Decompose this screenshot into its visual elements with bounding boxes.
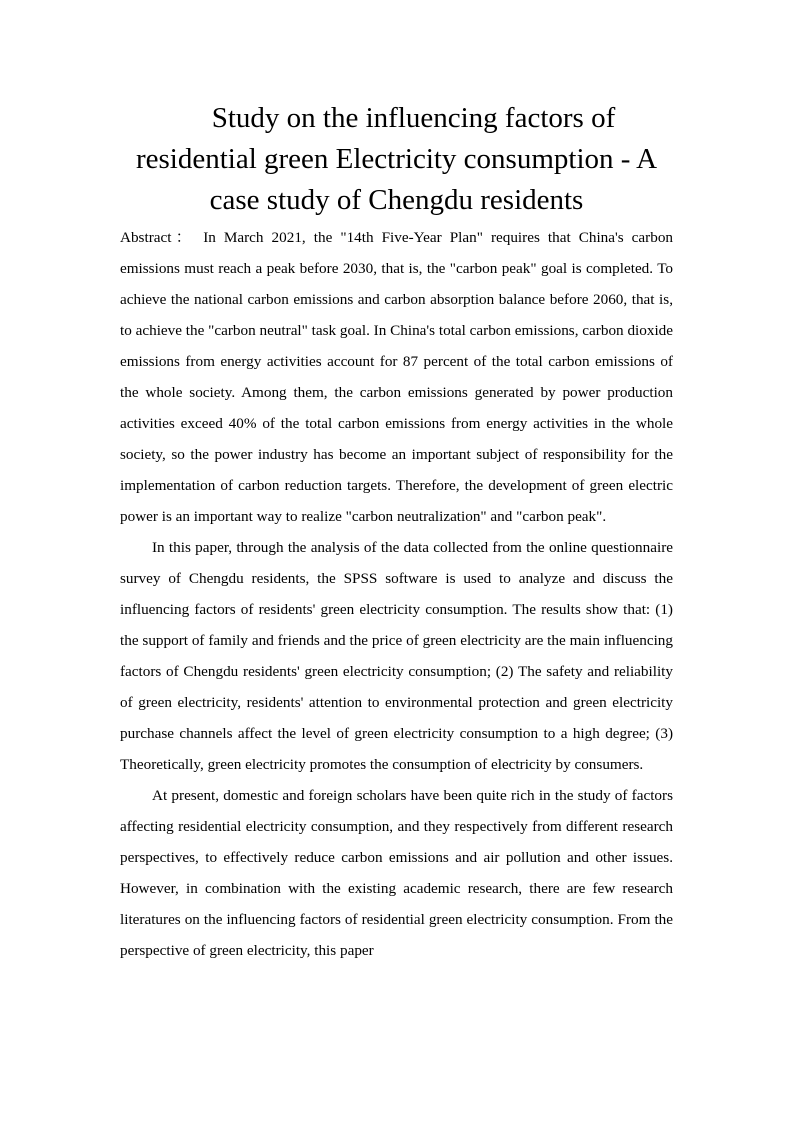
abstract-text: In March 2021, the "14th Five-Year Plan" requires that China's carbon emissions must reach a peak before 2030, that is, the "carbon peak" goal is completed. To achieve the national carbon emissions and carbon absorption balance before 2060, that is, to achieve the "carbon neutral" task goal. In China's total carbon emissions, carbon dioxide emissions from energy activities account for 87 percent of the total carbon emissions of the whole society. Among them, the carbon emissions generated by power production activities exceed 40% of the total carbon emissions from energy activities in the whole society, so the power industry has become an important subject of responsibility for the implementation of carbon reduction targets. Therefore, the development of green electric power is an important way to realize "carbon neutralization" and "carbon peak".: [120, 229, 674, 525]
paper-title: [120, 98, 673, 221]
abstract-label: Abstract：: [120, 229, 196, 246]
paper-body: [120, 222, 673, 966]
abstract-paragraph: [120, 222, 673, 532]
body-paragraph-2: At present, domestic and foreign scholars have been quite rich in the study of factors affecting residential electricity consumption, and they respectively from different research perspectives, to effectively reduce carbon emissions and air pollution and other issues. However, in combination with the existing academic research, there are few research literatures on the influencing factors of residential green electricity consumption. From the perspective of green electricity, this paper: [120, 787, 673, 959]
paper-title-text: Study on the influencing factors of residential green Electricity consumption - A case study of Chengdu residents: [135, 102, 658, 216]
body-paragraph-1: In this paper, through the analysis of the data collected from the online questionnaire survey of Chengdu residents, the SPSS software is used to analyze and discuss the influencing factors of residents' green electricity consumption. The results show that: (1) the support of family and friends and the price of green electricity are the main influencing factors of Chengdu residents' green electricity consumption; (2) The safety and reliability of green electricity, residents' attention to environmental protection and green electricity purchase channels affect the level of green electricity consumption to a high degree; (3) Theoretically, green electricity promotes the consumption of electricity by consumers.: [120, 539, 673, 773]
